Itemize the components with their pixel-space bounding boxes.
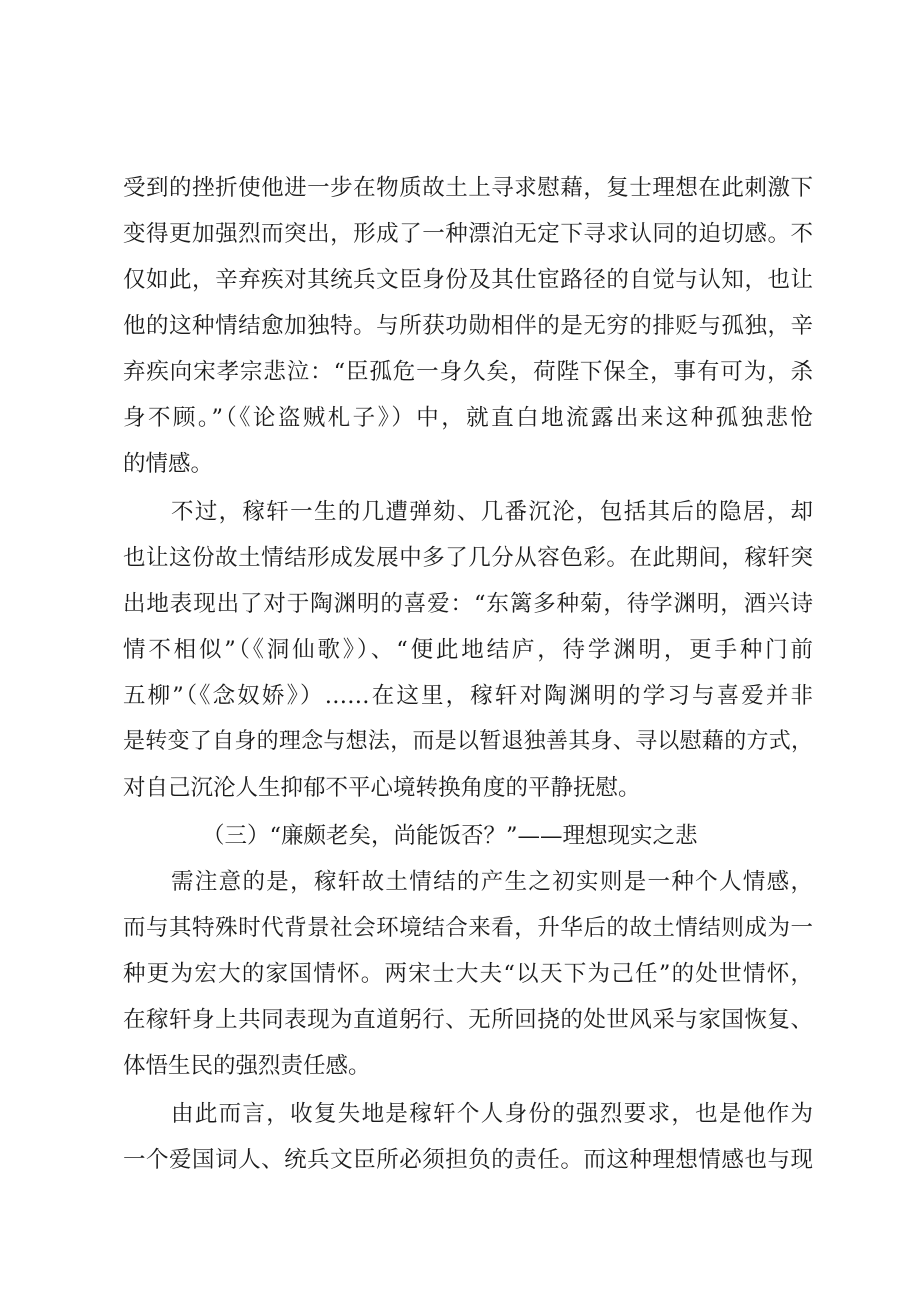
paragraph-2-line-7: 对自己沉沦人生抑郁不平心境转换角度的平静抚慰。 [123, 775, 641, 801]
paragraph-3-line-2: 而与其特殊时代背景社会环境结合来看，升华后的故土情结则成为一 [123, 915, 813, 941]
paragraph-1-line-4: 他的这种情结愈加独特。与所获功勋相伴的是无穷的排贬与孤独，辛 [123, 313, 813, 339]
paragraph-3-line-1: 需注意的是，稼轩故土情结的产生之初实则是一种个人情感， [171, 869, 813, 895]
paragraph-3-line-3: 种更为宏大的家国情怀。两宋士大夫“以天下为己任”的处世情怀， [123, 961, 813, 987]
paragraph-1-line-2: 变得更加强烈而突出，形成了一种漂泊无定下寻求认同的迫切感。不 [123, 221, 813, 247]
paragraph-4-line-1: 由此而言，收复失地是稼轩个人身份的强烈要求，也是他作为 [171, 1101, 813, 1127]
paragraph-1-line-6: 身不顾。”（《论盗贼札子》）中，就直白地流露出来这种孤独悲怆 [123, 405, 813, 431]
paragraph-3-line-4: 在稼轩身上共同表现为直道躬行、无所回挠的处世风采与家国恢复、 [123, 1007, 813, 1033]
paragraph-2-line-2: 也让这份故土情结形成发展中多了几分从容色彩。在此期间，稼轩突 [123, 545, 813, 571]
paragraph-1-line-1: 受到的挫折使他进一步在物质故土上寻求慰藉，复士理想在此刺激下 [123, 175, 813, 201]
paragraph-1-line-7: 的情感。 [123, 451, 214, 477]
paragraph-1-line-5: 弃疾向宋孝宗悲泣：“臣孤危一身久矣，荷陛下保全，事有可为，杀 [123, 359, 813, 385]
paragraph-1-line-3: 仅如此，辛弃疾对其统兵文臣身份及其仕宦路径的自觉与认知，也让 [123, 267, 813, 293]
paragraph-2-line-4: 情不相似”（《洞仙歌》）、“便此地结庐，待学渊明，更手种门前 [123, 637, 813, 663]
paragraph-2-line-6: 是转变了自身的理念与想法，而是以暂退独善其身、寻以慰藉的方式， [123, 729, 813, 754]
paragraph-2-line-3: 出地表现出了对于陶渊明的喜爱：“东篱多种菊，待学渊明，酒兴诗 [123, 591, 813, 617]
paragraph-2-line-1: 不过，稼轩一生的几遭弹劾、几番沉沦，包括其后的隐居，却 [171, 499, 813, 525]
paragraph-2-line-5: 五柳”（《念奴娇》）……在这里，稼轩对陶渊明的学习与喜爱并非 [123, 683, 813, 709]
section-heading: （三）“廉颇老矣，尚能饭否？”——理想现实之悲 [202, 823, 698, 849]
paragraph-4-line-2: 一个爱国词人、统兵文臣所必须担负的责任。而这种理想情感也与现 [123, 1147, 813, 1173]
paragraph-3-line-5: 体悟生民的强烈责任感。 [123, 1053, 371, 1079]
